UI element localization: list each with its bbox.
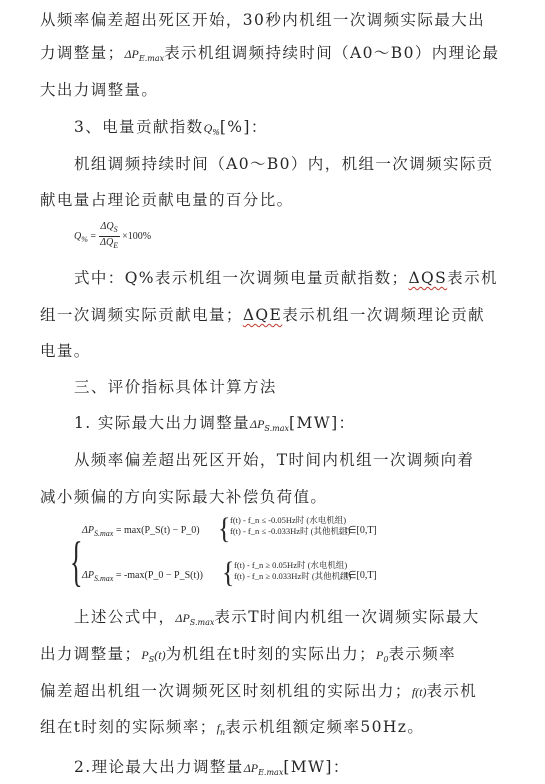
text-run: 偏差超出机组一次调频死区时刻机组的实际出力； (40, 682, 412, 700)
text-run: 2.理论最大出力调整量 (74, 758, 244, 776)
math-subscript: S (113, 225, 118, 234)
math-symbol: Q (203, 121, 213, 135)
condition-line: f(t) - f_n ≤ -0.05Hz时 (水电机组) (230, 515, 347, 525)
math-symbol: ΔQ (100, 221, 114, 232)
formula-case-upper (82, 570, 203, 583)
section-heading (74, 116, 268, 144)
text-run: 为机组在t时刻的实际出力； (165, 645, 376, 663)
math-symbol: f (216, 721, 220, 735)
math-symbol: (t) (154, 648, 166, 662)
math-symbol: ΔP (250, 417, 265, 431)
math-expression: = max(P_S(t) − P_0) (115, 525, 200, 536)
text-line (40, 643, 456, 671)
math-expression: = -max(P_0 − P_S(t)) (115, 570, 203, 581)
subsection-heading (74, 756, 350, 784)
text-line (74, 267, 498, 289)
text-run: [MW]： (289, 414, 356, 432)
text-run: 表示机组调频持续时间（A0～B0）内理论最 (164, 44, 500, 62)
fraction-numerator (99, 221, 120, 237)
text-run: 表示机 (426, 682, 478, 700)
text-run: [MW]： (283, 758, 350, 776)
math-subscript: 0 (383, 655, 389, 664)
formula-conditions (230, 515, 350, 537)
math-operator: = (90, 230, 97, 242)
text-run: 组在t时刻的实际频率； (40, 718, 217, 736)
text-line (40, 42, 499, 70)
text-run: 电量。 (40, 342, 91, 360)
math-symbol: ΔP (82, 525, 94, 536)
text-line (74, 449, 474, 471)
text-run: 三、评价指标具体计算方法 (74, 378, 277, 396)
text-line (40, 9, 485, 31)
math-symbol: ΔP (243, 761, 259, 775)
text-run: 大出力调整量。 (40, 81, 159, 99)
math-symbol: f(t) (411, 685, 427, 699)
math-subscript: E (113, 241, 119, 250)
text-line (40, 79, 158, 101)
condition-line: f(t) - f_n ≥ 0.05Hz时 (水电机组) (234, 560, 348, 570)
math-symbol: ΔP (82, 570, 94, 581)
case-brace: { (222, 555, 235, 590)
text-run: 3、电量贡献指数 (74, 118, 204, 136)
math-subscript: S.max (264, 424, 290, 433)
outer-brace: { (70, 530, 83, 592)
text-line (40, 486, 327, 508)
formula-energy-index (74, 221, 151, 252)
text-line (40, 304, 485, 326)
condition-line: f(t) - f_n ≥ 0.033Hz时 (其他机组) (234, 571, 352, 581)
text-run: 上述公式中， (74, 608, 176, 626)
text-run: 减小频偏的方向实际最大补偿负荷值。 (40, 488, 328, 506)
text-line (74, 606, 480, 634)
math-subscript: S.max (189, 618, 215, 627)
subsection-heading (74, 412, 355, 440)
math-subscript: n (219, 728, 226, 737)
math-subscript: S.max (93, 574, 114, 583)
text-line (40, 716, 424, 744)
formula-case-lower (82, 525, 200, 538)
math-subscript: S.max (93, 529, 114, 538)
text-run: 组一次调频实际贡献电量； (40, 306, 243, 324)
math-fraction (99, 221, 120, 252)
text-run: 表示频率 (388, 645, 457, 663)
text-run: 式中：Q%表示机组一次调频电量贡献指数； (74, 269, 409, 287)
text-run: 力调整量； (40, 44, 125, 62)
formula-actual-max-output (70, 511, 390, 592)
text-run: 表示机组额定频率50Hz。 (225, 718, 425, 736)
spellcheck-word: ΔQE (242, 306, 283, 324)
math-symbol: P (376, 648, 384, 662)
math-subscript: E.max (258, 768, 284, 777)
text-run: 献电量占理论贡献电量的百分比。 (40, 191, 294, 209)
text-line (40, 340, 91, 362)
text-run: 从频率偏差超出死区开始，T时间内机组一次调频向着 (74, 451, 475, 469)
math-symbol: ΔP (124, 47, 139, 61)
math-domain: , t∈[0,T] (340, 570, 377, 581)
math-symbol: ΔQ (100, 237, 114, 248)
fraction-denominator (99, 237, 120, 252)
text-line (74, 153, 494, 175)
text-run: 表示T时间内机组一次调频实际最大 (214, 608, 480, 626)
text-run: 表示机组一次调频理论贡献 (282, 306, 486, 324)
math-operator: ×100% (122, 230, 152, 242)
text-run: 从频率偏差超出死区开始，30秒内机组一次调频实际最大出 (40, 11, 486, 29)
condition-line: f(t) - f_n ≤ -0.033Hz时 (其他机组) (230, 526, 351, 536)
math-subscript: % (212, 128, 220, 137)
case-brace: { (218, 511, 231, 546)
math-symbol: P (141, 648, 149, 662)
section-heading (74, 376, 277, 398)
spellcheck-word: ΔQS (408, 269, 448, 287)
math-subscript: S (148, 655, 155, 664)
text-run: 1. 实际最大出力调整量 (74, 414, 251, 432)
text-run: 机组调频持续时间（A0～B0）内，机组一次调频实际贡 (74, 155, 494, 173)
text-run: [%]： (219, 118, 268, 136)
math-symbol: Q (74, 230, 82, 242)
text-line (40, 680, 477, 703)
text-line (40, 189, 294, 211)
text-run: 出力调整量； (40, 645, 142, 663)
math-subscript: % (81, 234, 88, 244)
text-run: 表示机 (447, 269, 498, 287)
math-domain: , t∈[0,T] (340, 525, 377, 536)
math-symbol: ΔP (175, 611, 190, 625)
formula-conditions (234, 560, 352, 582)
math-subscript: E.max (138, 54, 165, 63)
